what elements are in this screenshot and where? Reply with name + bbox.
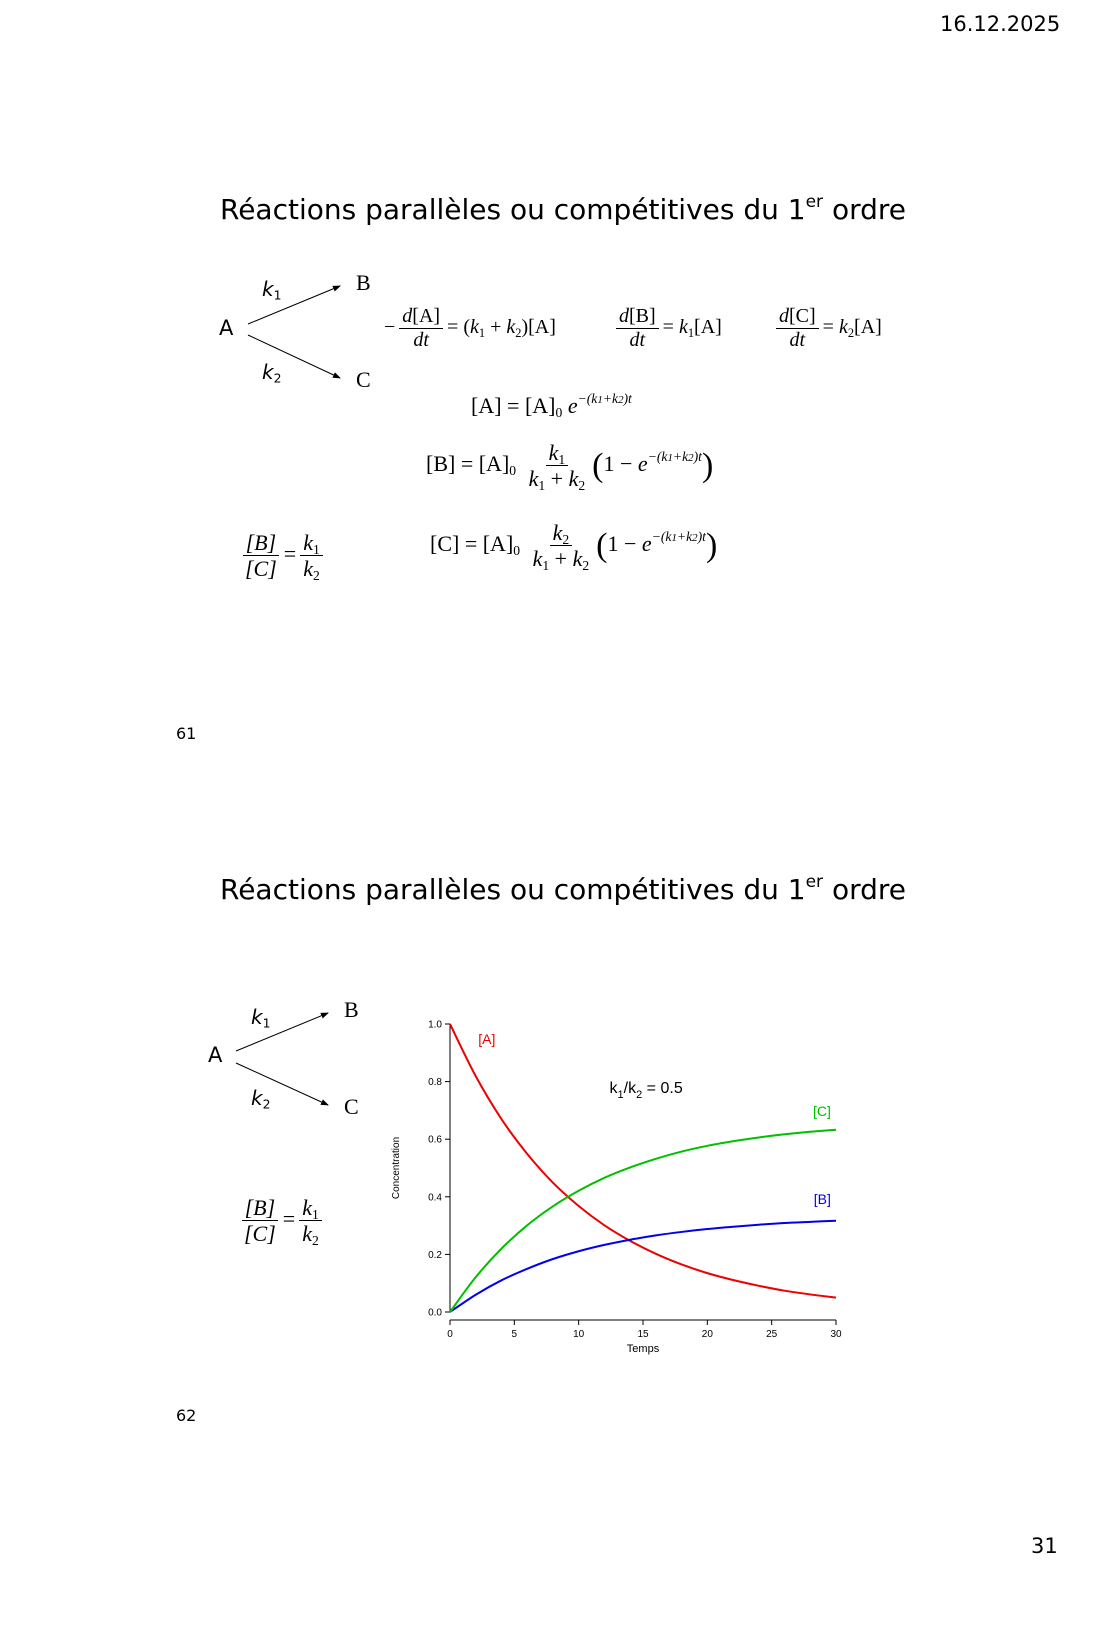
ratio-equation: $\frac{[B]}{[C]}$ = $\frac{k_1}{k_2}$ <box>238 530 327 582</box>
x-tick-label: 15 <box>637 1329 649 1340</box>
y-tick-label: 0.6 <box>428 1134 442 1146</box>
x-tick-label: 25 <box>766 1329 778 1340</box>
reactant-a: A <box>219 316 234 340</box>
rate-constant-k2: $k_2$ <box>251 1086 271 1112</box>
slide-title: Réactions parallèles ou compétitives du 1er ordre <box>220 872 906 906</box>
rate-constant-k1: $k_1$ <box>251 1005 271 1031</box>
solution-b: $[B] = [A]_0$ $\frac{k_1}{k_1 + k_2}$ $(1 - e^{-(k1+k2)t})$ <box>426 440 714 494</box>
series-line-b <box>450 1221 836 1312</box>
rate-equation-c: $\frac{d[C]}{dt}$ = $k_2[A]$ <box>772 305 882 352</box>
x-tick-label: 10 <box>573 1329 585 1340</box>
arrow-to-c <box>236 1063 328 1105</box>
slide-number: 62 <box>176 1406 197 1425</box>
slide-title: Réactions parallèles ou compétitives du 1er ordre <box>220 192 906 226</box>
x-tick-label: 20 <box>701 1329 713 1340</box>
rate-equation-a: − $\frac{d[A]}{dt}$ = $(k_1 + k_2)[A]$ <box>384 305 556 351</box>
rate-constant-k2: $k_2$ <box>262 360 282 386</box>
y-tick-label: 0.2 <box>428 1249 442 1261</box>
ratio-annotation: $k_1/k_2 = 0.5$ <box>609 1080 683 1102</box>
x-tick-label: 0 <box>447 1329 453 1340</box>
product-b: B <box>344 997 359 1022</box>
solution-c: $[C] = [A]_0$ $\frac{k_2}{k_1 + k_2}$ $(1 - e^{-(k1+k2)t})$ <box>430 520 718 574</box>
series-label-b: [B] <box>813 1191 831 1207</box>
slide-number: 61 <box>176 724 197 743</box>
reactant-a: A <box>208 1043 223 1067</box>
product-c: C <box>344 1094 359 1119</box>
product-c: C <box>356 367 371 392</box>
series-label-c: [C] <box>812 1103 831 1120</box>
footer-page-number: 31 <box>1031 1534 1058 1558</box>
y-tick-label: 0.0 <box>428 1307 442 1319</box>
x-tick-label: 5 <box>511 1329 518 1340</box>
y-tick-label: 1.0 <box>428 1019 442 1031</box>
y-tick-label: 0.4 <box>428 1192 442 1204</box>
y-tick-label: 0.8 <box>428 1077 442 1089</box>
rate-constant-k1: $k_1$ <box>262 277 282 303</box>
scheme-arrows <box>228 1007 338 1112</box>
ratio-equation: $\frac{[B]}{[C]}$ = $\frac{k_1}{k_2}$ <box>237 1195 326 1247</box>
series-label-a: [A] <box>478 1031 496 1048</box>
y-axis-label: Concentration <box>391 1136 402 1200</box>
rate-equation-b: $\frac{d[B]}{dt}$ = $k_1[A]$ <box>612 305 722 352</box>
series-line-c <box>450 1130 836 1312</box>
solution-a: $[A] = [A]_0$ $e^{-(k1+k2)t}$ <box>471 390 632 421</box>
scheme-arrows <box>240 280 350 385</box>
concentration-chart <box>380 1008 860 1368</box>
arrow-to-b <box>236 1013 328 1051</box>
x-tick-label: 30 <box>830 1329 842 1340</box>
x-axis-label: Temps <box>626 1343 660 1355</box>
series-line-a <box>450 1024 836 1298</box>
product-b: B <box>356 270 371 295</box>
header-date: 16.12.2025 <box>940 12 1061 36</box>
